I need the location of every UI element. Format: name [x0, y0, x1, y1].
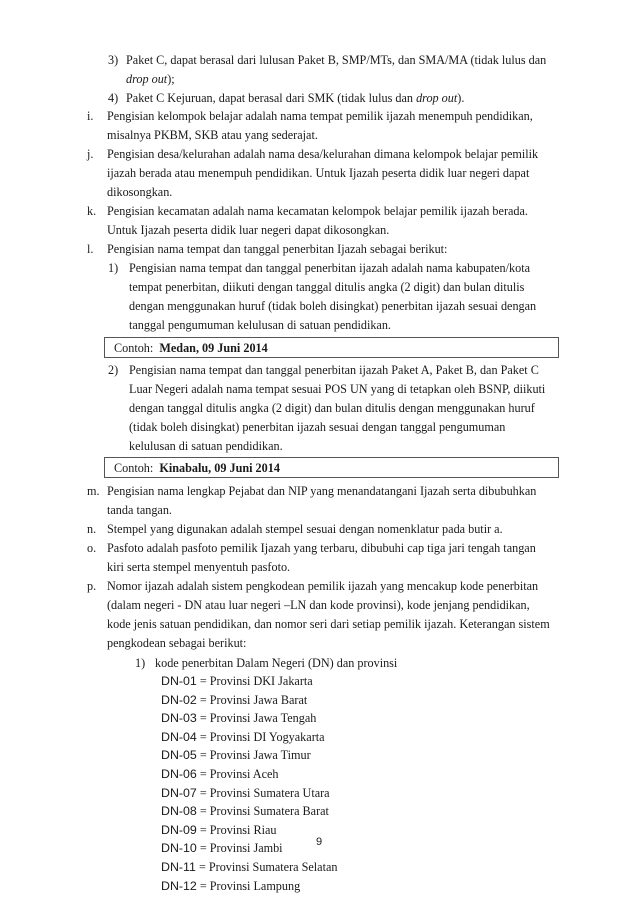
item-letter: k. — [87, 204, 97, 218]
province-code-item — [161, 861, 337, 873]
province-code: DN-03 — [161, 711, 197, 726]
province-code: DN-04 — [161, 729, 197, 744]
body-text: misalnya PKBM, SKB atau yang sederajat. — [107, 128, 318, 142]
body-text: Pengisian kecamatan adalah nama kecamatan kelompok belajar pemilik ijazah berada. — [107, 204, 528, 218]
province-code-item — [161, 880, 300, 892]
body-text: dengan menggunakan huruf (tidak boleh disingkat) penerbitan ijazah sesuai dengan — [129, 299, 537, 313]
province-code: DN-02 — [161, 692, 197, 707]
body-text-tail: ). — [457, 91, 465, 105]
item-letter: p. — [87, 579, 97, 593]
body-text-tail: ); — [167, 72, 175, 86]
item-number: 3) — [108, 53, 119, 67]
item-letter: j. — [87, 147, 94, 161]
province-code: DN-10 — [161, 841, 197, 856]
item-number: 2) — [108, 363, 119, 377]
province-name: = Provinsi DI Yogyakarta — [196, 729, 325, 744]
body-text: Luar Negeri adalah nama tempat sesuai POS UN yang di tetapkan oleh BSNP, diikuti — [129, 382, 546, 396]
province-code-item — [161, 712, 316, 724]
item-letter: i. — [87, 109, 94, 123]
province-code-item — [161, 787, 330, 799]
example-line — [114, 461, 280, 476]
province-code: DN-09 — [161, 822, 197, 837]
italic-term: drop out — [416, 91, 458, 105]
body-text: Paket C, dapat berasal dari lulusan Paket B, SMP/MTs, dan SMA/MA (tidak lulus dan — [126, 53, 547, 67]
item-letter: o. — [87, 541, 97, 555]
example-value: Medan, 09 Juni 2014 — [159, 341, 268, 355]
body-text: Pengisian nama tempat dan tanggal penerbitan Ijazah sebagai berikut: — [107, 242, 448, 256]
body-text: Pasfoto adalah pasfoto pemilik Ijazah yang terbaru, dibubuhi cap tiga jari tengah tangan — [107, 541, 536, 555]
province-name: = Provinsi Sumatera Utara — [196, 785, 330, 800]
body-text: kode jenis satuan pendidikan, dan nomor seri dari setiap pemilik ijazah. Keterangan sistem — [107, 617, 550, 631]
body-text: ijazah berada atau menempuh pendidikan. Untuk Ijazah peserta didik luar negeri dapat — [107, 166, 530, 180]
body-text: tanda tangan. — [107, 503, 172, 517]
body-text: Pengisian nama lengkap Pejabat dan NIP yang menandatangani Ijazah serta dibubuhkan — [107, 484, 537, 498]
italic-term: drop out — [126, 72, 168, 86]
province-code: DN-07 — [161, 785, 197, 800]
province-name: = Provinsi Aceh — [196, 767, 279, 781]
body-text: (tidak boleh disingkat) penerbitan ijazah sesuai dengan tanggal pengumuman — [129, 420, 506, 434]
body-text: tanggal pengumuman kelulusan di satuan pendidikan. — [129, 318, 391, 332]
example-box — [104, 337, 559, 358]
body-text: Pengisian nama tempat dan tanggal penerbitan ijazah adalah nama kabupaten/kota — [129, 261, 531, 275]
province-code-item — [161, 768, 279, 780]
province-code-item — [161, 675, 313, 687]
body-text: Untuk Ijazah peserta didik luar negeri dapat dikosongkan. — [107, 223, 390, 237]
body-text: Pengisian desa/kelurahan adalah nama desa/kelurahan dimana kelompok belajar pemilik — [107, 147, 539, 161]
example-box — [104, 457, 559, 478]
province-code-item — [161, 824, 276, 836]
province-name: = Provinsi Sumatera Barat — [196, 804, 329, 819]
page-number: 9 — [315, 836, 323, 848]
province-code: DN-06 — [161, 767, 197, 781]
example-label: Contoh: — [114, 461, 154, 475]
body-text: Paket C Kejuruan, dapat berasal dari SMK (tidak lulus dan — [126, 91, 417, 105]
province-code: DN-12 — [161, 878, 197, 893]
province-name: = Provinsi Sumatera Selatan — [195, 860, 338, 874]
item-letter: m. — [87, 484, 100, 498]
body-text: Stempel yang digunakan adalah stempel sesuai dengan nomenklatur pada butir a. — [107, 522, 503, 536]
item-number: 4) — [108, 91, 119, 105]
body-text: dikosongkan. — [107, 185, 173, 199]
province-name: = Provinsi Jawa Barat — [196, 692, 308, 707]
body-text: Pengisian kelompok belajar adalah nama tempat pemilik ijazah menempuh pendidikan, — [107, 109, 533, 123]
body-text: kelulusan di satuan pendidikan. — [129, 439, 283, 453]
province-name: = Provinsi Jawa Timur — [196, 748, 311, 763]
province-code-item — [161, 694, 307, 706]
province-name: = Provinsi Jawa Tengah — [196, 711, 317, 726]
body-text: tempat penerbitan, diikuti dengan tanggal ditulis angka (2 digit) dan bulan ditulis — [129, 280, 525, 294]
province-name: = Provinsi Riau — [196, 822, 277, 837]
example-line — [114, 341, 268, 356]
province-code-item — [161, 805, 329, 817]
body-text: kode penerbitan Dalam Negeri (DN) dan provinsi — [155, 656, 398, 670]
body-text-line — [126, 92, 464, 104]
body-text-line — [126, 73, 175, 85]
province-name: = Provinsi Lampung — [196, 878, 301, 893]
province-code: DN-05 — [161, 748, 197, 763]
body-text: (dalam negeri - DN atau luar negeri –LN dan kode provinsi), kode jenjang pendidikan, — [107, 598, 530, 612]
body-text: kiri serta stempel menyentuh pasfoto. — [107, 560, 291, 574]
body-text: pengkodean sebagai berikut: — [107, 636, 247, 650]
province-code-item — [161, 749, 311, 761]
province-code: DN-11 — [161, 860, 196, 874]
province-code: DN-08 — [161, 804, 197, 819]
province-code: DN-01 — [161, 674, 197, 688]
item-letter: l. — [87, 242, 94, 256]
item-number: 1) — [108, 261, 119, 275]
body-text: dengan tanggal ditulis angka (2 digit) dan bulan ditulis dengan menggunakan huruf — [129, 401, 535, 415]
item-number: 1) — [135, 656, 146, 670]
item-letter: n. — [87, 522, 97, 536]
body-text: Pengisian nama tempat dan tanggal penerbitan ijazah Paket A, Paket B, dan Paket C — [129, 363, 539, 377]
example-label: Contoh: — [114, 341, 154, 355]
province-code-item — [161, 731, 325, 743]
province-name: = Provinsi DKI Jakarta — [196, 674, 313, 688]
province-name: = Provinsi Jambi — [196, 841, 283, 856]
body-text: Nomor ijazah adalah sistem pengkodean pemilik ijazah yang mencakup kode penerbitan — [107, 579, 539, 593]
example-value: Kinabalu, 09 Juni 2014 — [159, 461, 280, 475]
